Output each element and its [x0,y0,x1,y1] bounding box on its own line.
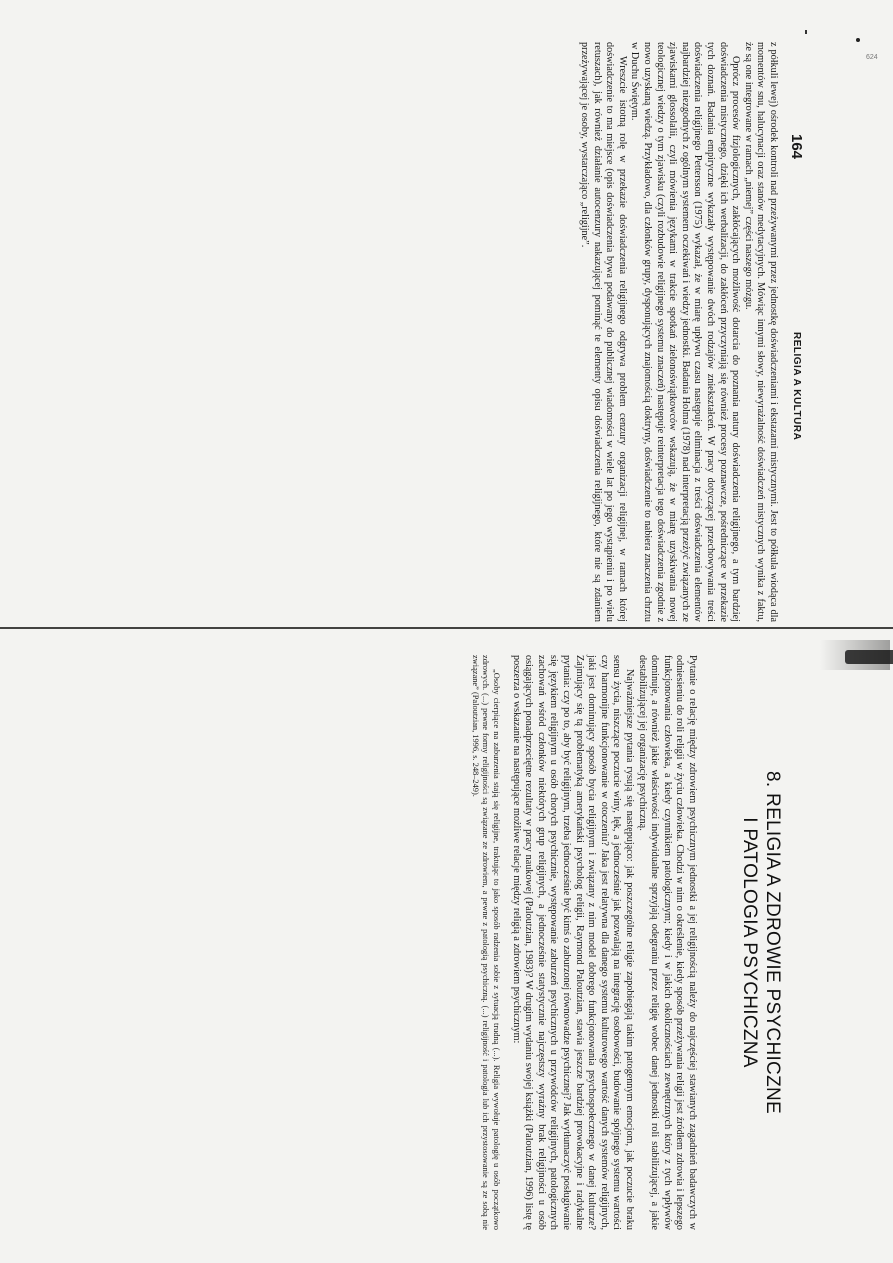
paragraph: Oprócz procesów fizjologicznych, zakłócających możliwość dotarcia do poznania natury doświadczenia religijnego, a tym bardziej doświadczenia mistycznego, dzięki ich werbalizacji, do zakłóceń przyczyniają się również procesy poznawcze, pośredniczące w przekazie tych doznań. Badania empiryczne wykazały występowanie dwóch rodzajów zniekształceń. W pracy dotyczącej przechowywania treści doświadczenia religijnego Pettersson (1975) wykazał, że w miarę upływu czasu następuje eliminacja z treści doświadczenia elementów najbardziej niezgodnych z ogólnym systemem oczekiwań i wiedzy jednostki. Badania Holma (1978) nad interpretacją przeżyć związanych ze zjawiskami glossolalii, czyli mówienia językami w trakcie spotkań zielonoświątkowców wskazują, że w miarę uzyskiwania nowej teologicznej wiedzy o tym zjawisku (czyli rozbudowie religijnego systemu znaczeń) następuje reinterpretacja tego doświadczenia zgodnie z nowo uzyskaną wiedzą. Przykładowo, dla członków grupy, dysponujących znajomością doktryny, doświadczenie to nabiera znaczenia chrztu w Duchu Świętym. [629,42,742,622]
chapter-title-line: I PATOLOGIA PSYCHICZNA [739,817,760,1068]
margin-mark: 624 [866,54,878,61]
block-quote [469,655,501,1230]
chapter-8-page [462,655,812,1230]
page-fold-line [0,627,893,629]
running-head-title: RELIGIA A KULTURA [791,332,802,441]
quote-text: „Osoby cierpiące na zaburzenia stają się religijne, traktując to jako sposób radzenia sobie z sytuacją trudną (...). Religia wywołuje patologię u osób początkowo zdrowych. (...) pewne formy religijności są związane ze zdrowiem, a pewne z patologią psychiczną. (...) religijność i patologia lub ich przystosowanie są ze sobą nie związane” (Paloutzian, 1996, s. 248–249). [470,655,502,1230]
paragraph: Najważniejsze pytania rysują się następująco: jak poszczególne religie zapobiegają takim patogennym emocjom, jak poczucie braku sensu życia, niszczące poczucie winy, lęk, a jednocześnie jak pozwalają na integrację osobowości, budowanie spójnego systemu wartości czy harmonijne funkcjonowanie w otoczeniu? Jaka jest relatywna dla danego systemu kulturowego wartość danych systemów religijnych, jaki jest dominujący sposób bycia religijnym i związany z nim model dobrego funkcjonowania psychospołecznego w danej kulturze? Zajmujący się tą problematyką amerykański psycholog religii, Raymond Paloutzian, stawia jeszcze bardziej prowokacyjne i radykalne pytania: czy po to, aby być religijnym, trzeba jednocześnie być kimś o zaburzonej równowadze psychicznej? Jak wytłumaczyć posługiwanie się językiem religijnym u osób chorych psychicznie, występowanie zaburzeń psychicznych u przywódców religijnych, patologicznych zachowań wśród członków niektórych grup religijnych, a jednocześnie statystycznie najczęstszy wyraźny brak religijności u osób osiągających ponadprzeciętne rezultaty w pracy naukowej (Paloutzian, 1983)? W drugim wydaniu swojej książki (Paloutzian, 1996) listę tę poszerza o wskazanie na następujące możliwe relacje między religią a zdrowiem psychicznym: [510,655,636,1230]
running-head [779,42,805,622]
paragraph: Wreszcie istotną rolę w przekazie doświadczenia religijnego odgrywa problem cenzury organizacji religijnej, w ramach której doświadczenie to ma miejsce (opis doświadczenia bywa podawany do publicznej wiadomości w wiele lat po jego wystąpieniu i po wielu retuszach), jak również działanie autocenzury nakazującej pominąć te elementy opisu doświadczenia religijnego, które nie są zdaniem przeżywającej je osoby, wystarczająco „religijne”. [579,42,628,622]
scan-speck [856,38,860,42]
fold-shadow [845,650,893,664]
chapter-title-line: 8. RELIGIA A ZDROWIE PSYCHICZNE [762,771,783,1114]
scan-speck [805,30,807,34]
paragraph: Pytanie o relację między zdrowiem psychicznym jednostki a jej religijnością należy do najczęściej stawianych zagadnień badawczych w odniesieniu do roli religii w życiu człowieka. Chodzi w nim o określenie, kiedy sposób przeżywania religii jest źródłem zdrowia i lepszego funkcjonowania człowieka, a kiedy czynnikiem patologicznym; kiedy i w jakich okolicznościach zewnętrznych który z tych wpływów dominuje, a również jakie właściwości indywidualne sprzyjają odegraniu przez religię wobec danej jednostki roli stabilizującej, a jakie destabilizującej jej organizację psychiczną. [636,655,698,1230]
chapter-title [738,655,784,1230]
page-164 [460,42,805,622]
paragraph: z półkuli lewej) ośrodek kontroli nad przeżywanymi przez jednostkę doświadczeniami i ekstazami mistycznymi. Jest to półkula wiodąca dla momentów snu, halucynacji oraz stanów medytacyjnych. Mówiąc innymi słowy, niewyrażalność doświadczeń mistycznych wynika z faktu, że są one integrowane w ramach „niemej” części naszego mózgu. [742,42,779,622]
page-number: 164 [788,134,805,160]
page-text [578,42,780,622]
page-text [509,655,698,1230]
